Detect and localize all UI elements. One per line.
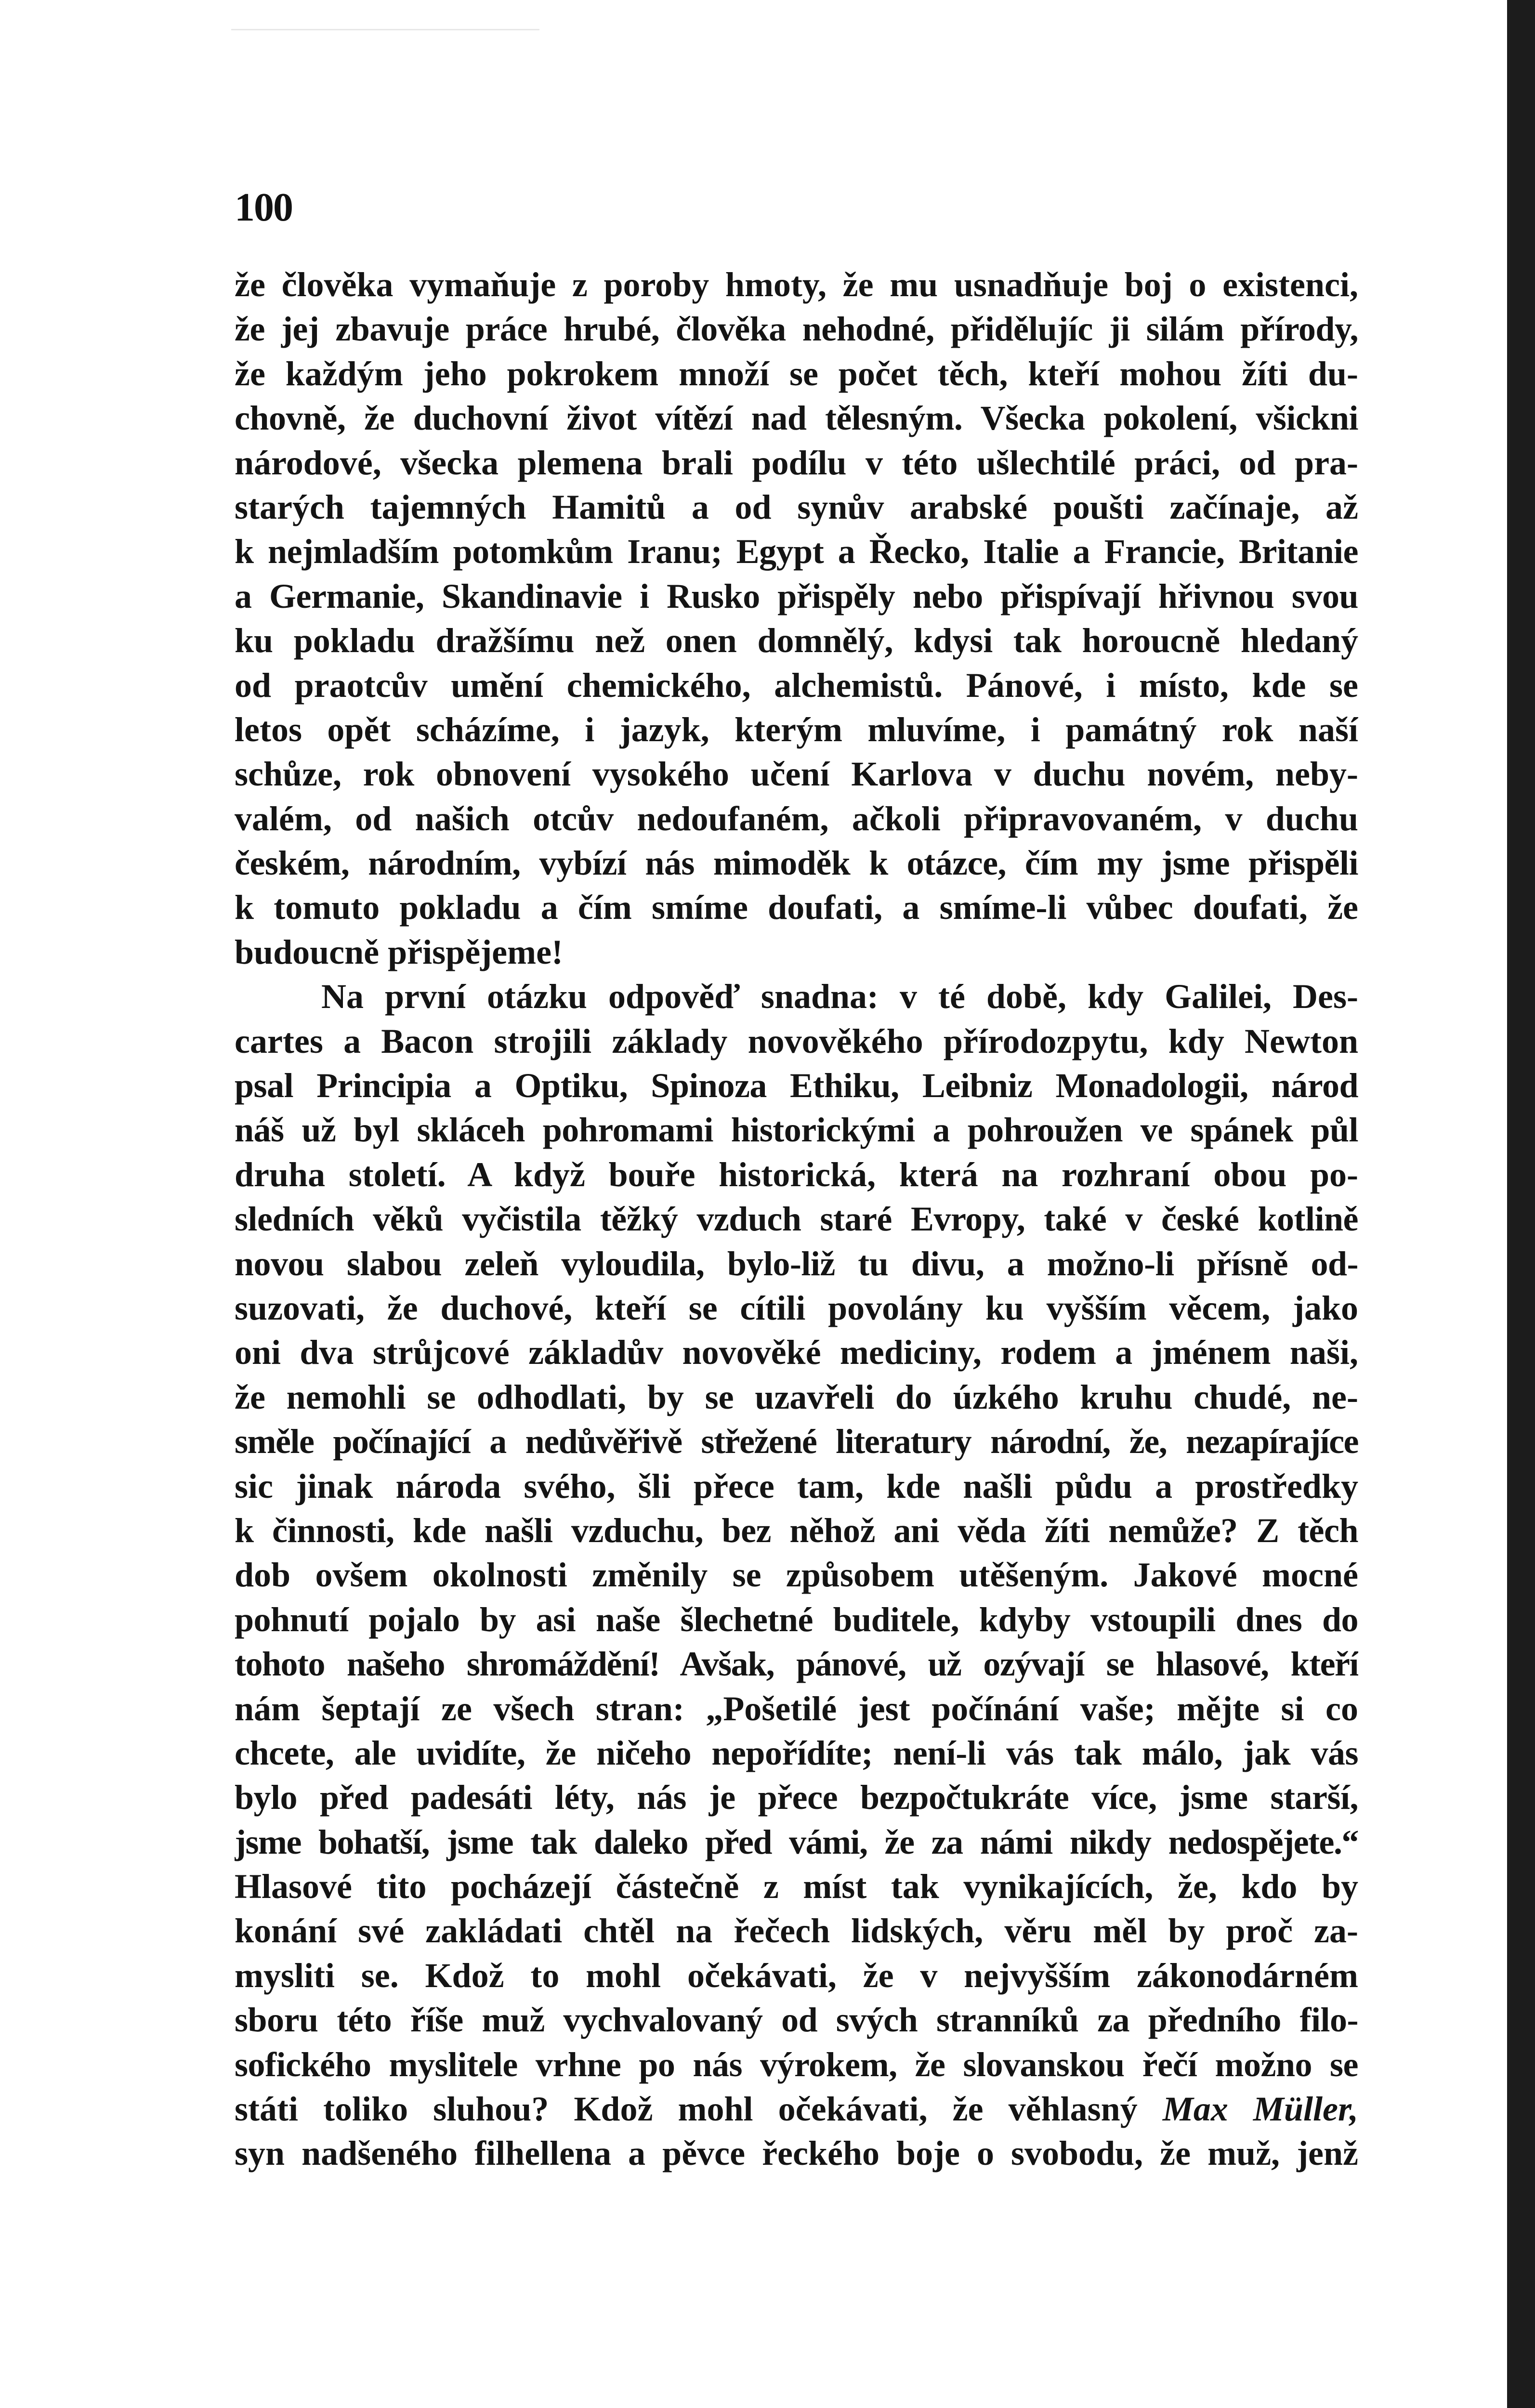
text-line: k nejmladším potomkům Iranu; Egypt a Řecko, Italie a Francie, Britanie <box>235 532 1358 571</box>
scan-page-edge <box>1507 0 1535 2408</box>
page-number: 100 <box>235 185 292 230</box>
text-line: sic jinak národa svého, šli přece tam, kde našli půdu a prostředky <box>235 1466 1358 1505</box>
text-line: k činnosti, kde našli vzduchu, bez něhož ani věda žíti nemůže? Z těch <box>235 1511 1358 1550</box>
text-line: sboru této říše muž vychvalovaný od svých stranníků za předního filo- <box>235 2001 1358 2040</box>
text-line-segment: státi toliko sluhou? Kdož mohl očekávati, že věhlasný <box>235 2090 1138 2129</box>
text-line: národové, všecka plemena brali podílu v této ušlechtilé práci, od pra- <box>235 443 1358 482</box>
text-line: bylo před padesáti léty, nás je přece bezpočtukráte více, jsme starší, <box>235 1778 1358 1817</box>
text-line: oni dva strůjcové základův novověké mediciny, rodem a jménem naši, <box>235 1333 1358 1372</box>
text-line: že nemohli se odhodlati, by se uzavřeli do úzkého kruhu chudé, ne- <box>235 1377 1358 1416</box>
text-line: suzovati, že duchové, kteří se cítili povolány ku vyšším věcem, jako <box>235 1288 1358 1327</box>
text-line: sledních věků vyčistila těžký vzduch staré Evropy, také v české kotlině <box>235 1200 1358 1239</box>
scan-top-smudge <box>231 0 539 30</box>
text-line-paragraph-start: Na první otázku odpověď snadna: v té době, kdy Galilei, Des- <box>321 977 1358 1016</box>
text-line: syn nadšeného filhellena a pěvce řeckého boje o svobodu, že muž, jenž <box>235 2134 1358 2173</box>
text-line: chcete, ale uvidíte, že ničeho nepořídíte; není-li vás tak málo, jak vás <box>235 1733 1358 1772</box>
text-line: pohnutí pojalo by asi naše šlechetné buditele, kdyby vstoupili dnes do <box>235 1600 1358 1639</box>
text-line-with-italic <box>235 2087 1358 2131</box>
text-line: jsme bohatší, jsme tak daleko před vámi, že za námi nikdy nedospějete.“ <box>235 1822 1358 1861</box>
text-line: schůze, rok obnovení vysokého učení Karlova v duchu novém, neby- <box>235 755 1358 794</box>
text-line: tohoto našeho shromáždění! Avšak, pánové, už ozývají se hlasové, kteří <box>235 1645 1358 1684</box>
text-line: novou slabou zeleň vyloudila, bylo-liž tu divu, a možno-li přísně od- <box>235 1244 1358 1283</box>
text-line: od praotcův umění chemického, alchemistů. Pánové, i místo, kde se <box>235 666 1358 705</box>
text-line-paragraph-end: budoucně přispějeme! <box>235 932 563 971</box>
text-line: psal Principia a Optiku, Spinoza Ethiku, Leibniz Monadologii, národ <box>235 1066 1358 1105</box>
body-text <box>235 262 1358 2176</box>
text-line: směle počínající a nedůvěřivě střežené literatury národní, že, nezapírajíce <box>235 1422 1358 1461</box>
text-line: Hlasové tito pocházejí částečně z míst tak vynikajících, že, kdo by <box>235 1867 1358 1906</box>
text-line: že člověka vymaňuje z poroby hmoty, že mu usnadňuje boj o existenci, <box>235 265 1358 304</box>
text-line: náš už byl skláceh pohromami historickými a pohroužen ve spánek půl <box>235 1111 1358 1150</box>
text-line: ku pokladu dražšímu než onen domnělý, kdysi tak horoucně hledaný <box>235 621 1358 660</box>
text-line: že jej zbavuje práce hrubé, člověka nehodné, přidělujíc ji silám přírody, <box>235 310 1358 349</box>
text-line: dob ovšem okolnosti změnily se způsobem utěšeným. Jakové mocné <box>235 1556 1358 1595</box>
text-line: nám šeptají ze všech stran: „Pošetilé jest počínání vaše; mějte si co <box>235 1689 1358 1728</box>
text-line: valém, od našich otcův nedoufaném, ačkoli připravovaném, v duchu <box>235 799 1358 838</box>
text-line: starých tajemných Hamitů a od synův arabské poušti začínaje, až <box>235 487 1358 526</box>
text-line: sofického myslitele vrhne po nás výrokem, že slovanskou řečí možno se <box>235 2045 1358 2084</box>
text-line: k tomuto pokladu a čím smíme doufati, a smíme-li vůbec doufati, že <box>235 888 1358 927</box>
text-line: cartes a Bacon strojili základy novověkého přírodozpytu, kdy Newton <box>235 1021 1358 1060</box>
text-line: druha století. A když bouře historická, která na rozhraní obou po- <box>235 1155 1358 1194</box>
text-line: mysliti se. Kdož to mohl očekávati, že v nejvyšším zákonodárném <box>235 1956 1358 1995</box>
text-line: letos opět scházíme, i jazyk, kterým mluvíme, i památný rok naší <box>235 710 1358 749</box>
text-line: a Germanie, Skandinavie i Rusko přispěly nebo přispívají hřivnou svou <box>235 576 1358 615</box>
text-line: českém, národním, vybízí nás mimoděk k otázce, čím my jsme přispěli <box>235 844 1358 883</box>
text-line: konání své zakládati chtěl na řečech lidských, věru měl by proč za- <box>235 1911 1358 1950</box>
text-line: chovně, že duchovní život vítězí nad tělesným. Všecka pokolení, všickni <box>235 399 1358 438</box>
italic-name-max-muller: Max Müller, <box>1162 2090 1358 2129</box>
text-line: že každým jeho pokrokem množí se počet těch, kteří mohou žíti du- <box>235 354 1358 393</box>
